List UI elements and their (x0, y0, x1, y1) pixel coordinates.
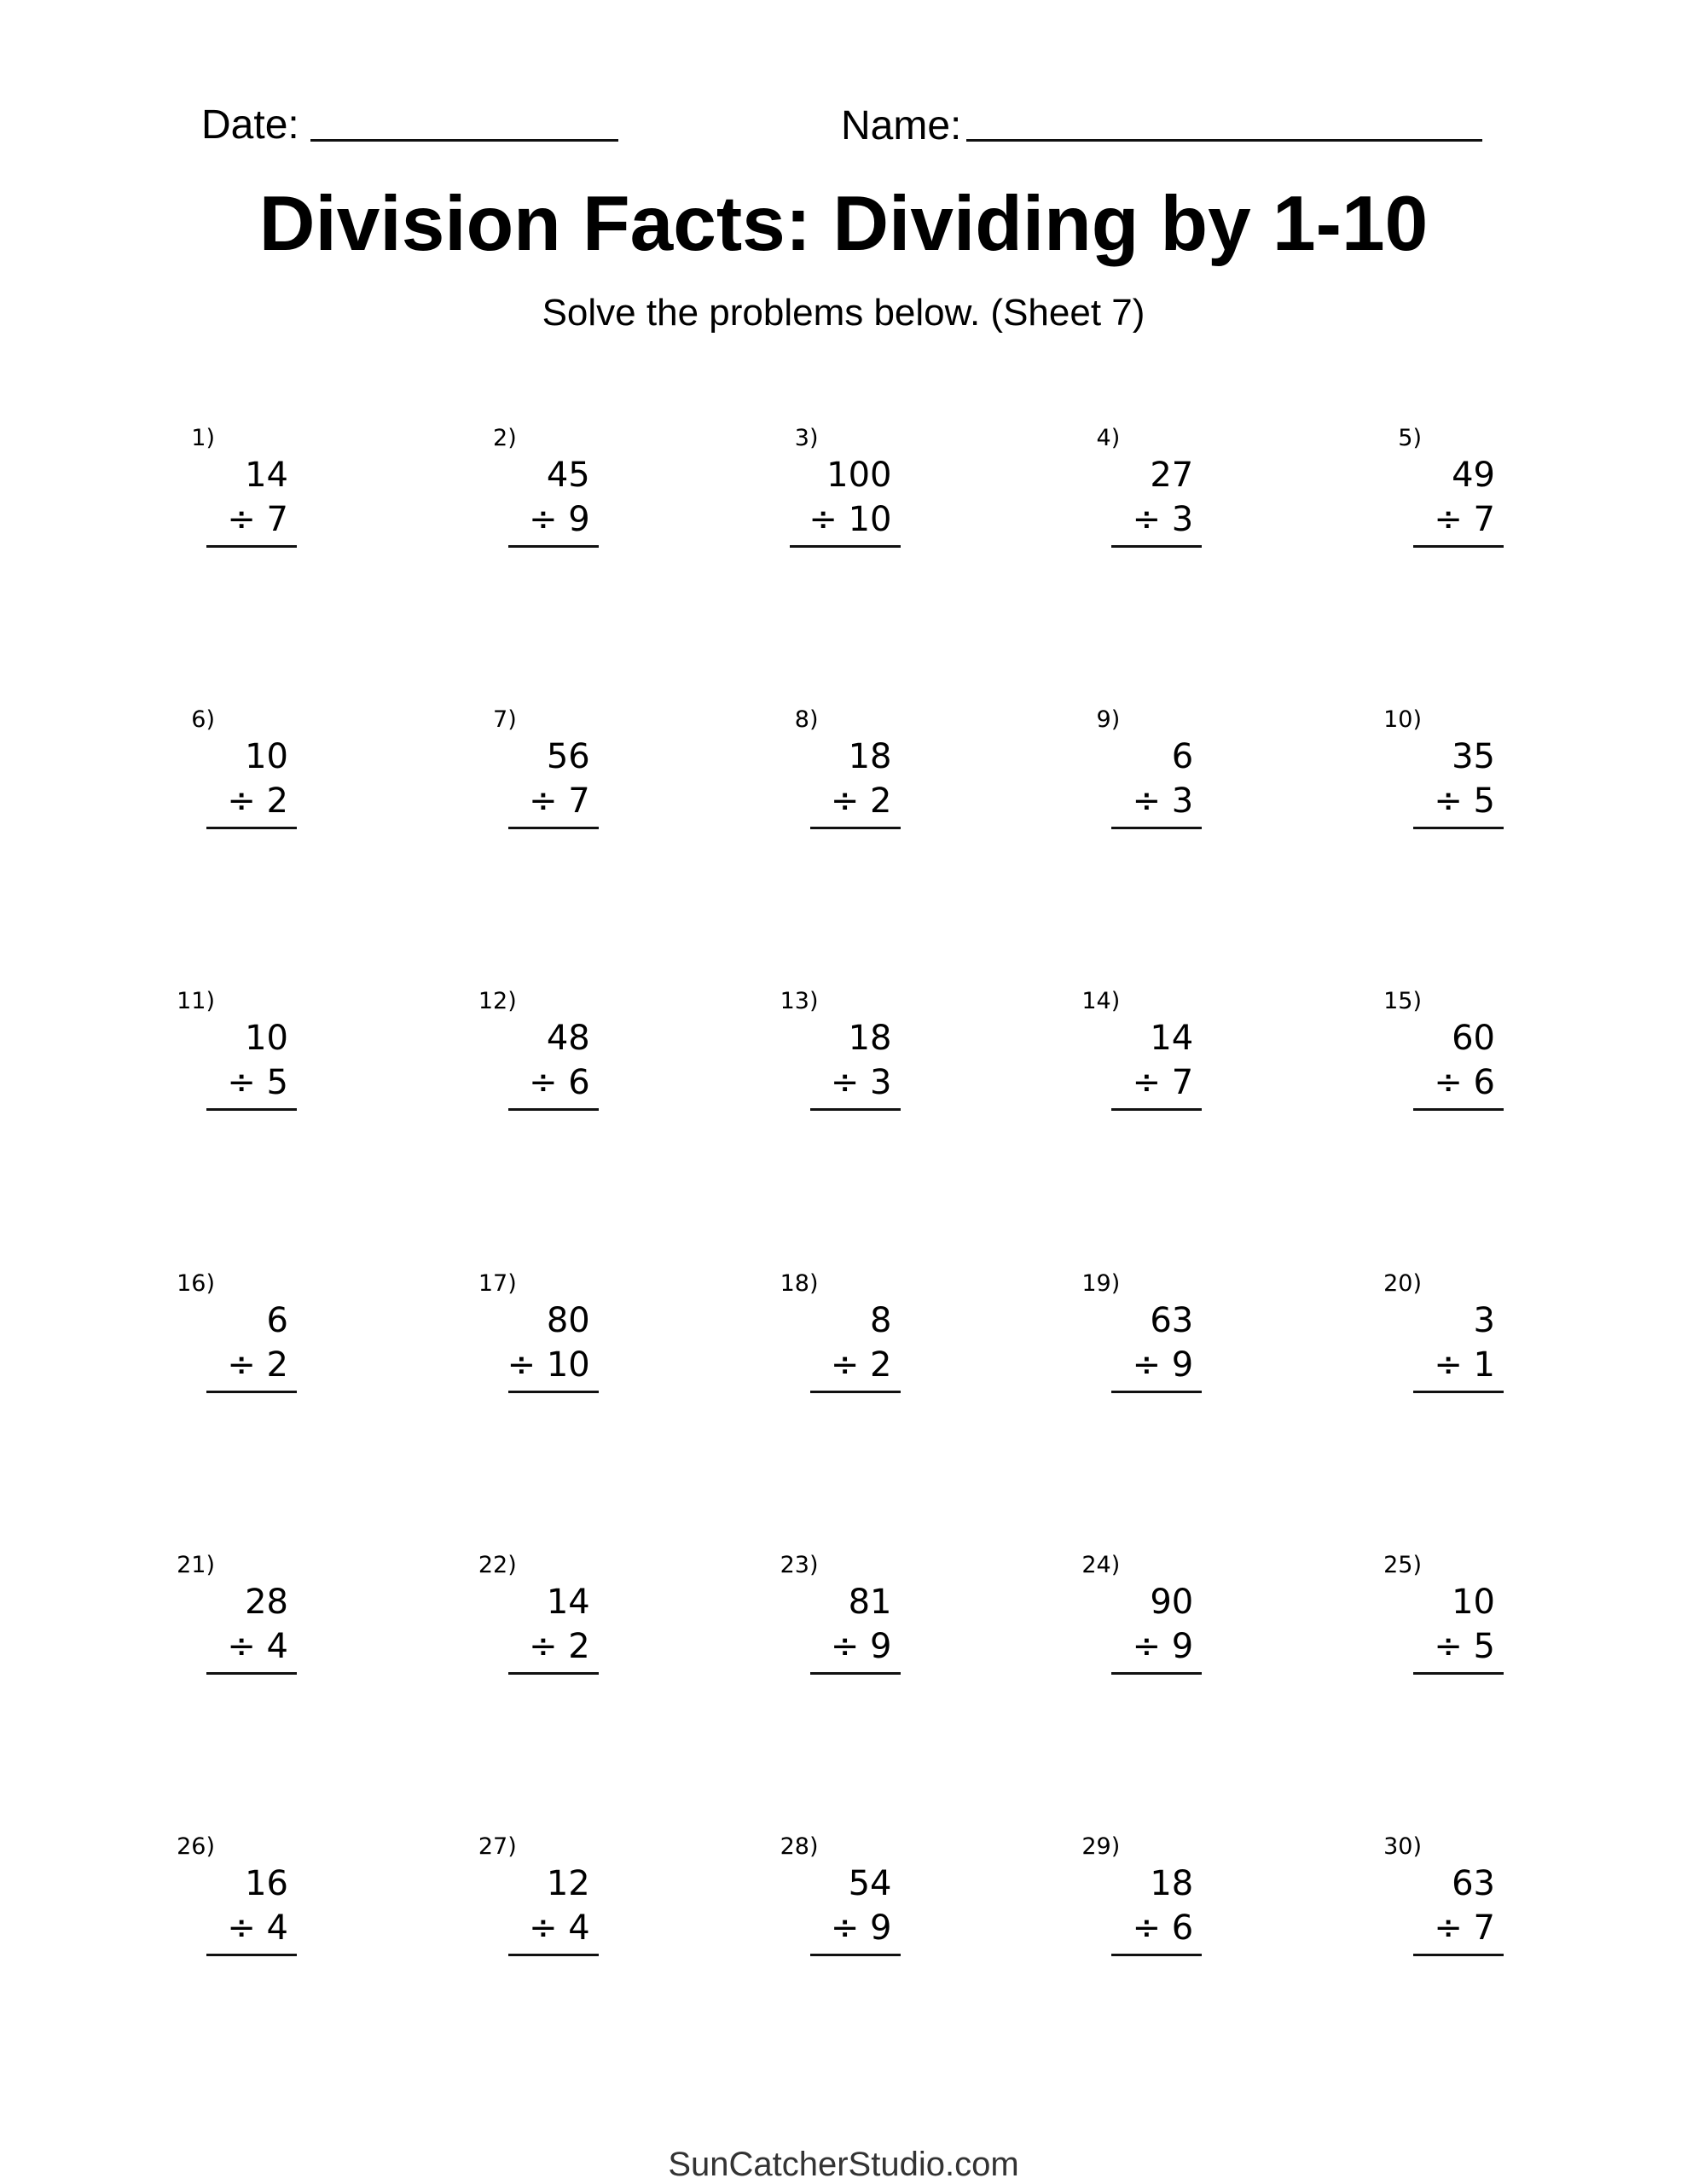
dividend: 8 (870, 1300, 892, 1340)
problem-number: 13) (780, 988, 819, 1015)
problem-item (997, 1551, 1202, 1690)
problem-number: 6) (191, 706, 215, 734)
dividend: 90 (1150, 1582, 1194, 1622)
problem-item (696, 1551, 901, 1690)
divisor: ÷ 7 (1132, 1063, 1194, 1103)
answer-line[interactable] (1413, 1954, 1504, 1956)
problem-item (1299, 708, 1504, 845)
dividend: 63 (1150, 1300, 1194, 1340)
problem-item (394, 1835, 599, 1972)
problem-number: 15) (1383, 988, 1422, 1015)
page-subtitle: Solve the problems below. (Sheet 7) (542, 292, 1145, 334)
answer-line[interactable] (1111, 827, 1202, 829)
divisor: ÷ 9 (830, 1908, 892, 1948)
problem-number: 29) (1081, 1833, 1121, 1860)
problem-item (997, 990, 1202, 1126)
problem-number: 14) (1081, 988, 1121, 1015)
dividend: 49 (1452, 456, 1495, 495)
dividend: 3 (1473, 1300, 1495, 1340)
problem-number: 21) (177, 1551, 215, 1578)
problem-number: 16) (177, 1269, 215, 1297)
problem-item (92, 708, 297, 845)
divisor: ÷ 4 (529, 1908, 590, 1948)
dividend: 16 (245, 1864, 288, 1903)
problem-number: 9) (1096, 706, 1121, 734)
problem-item (696, 1835, 901, 1972)
divisor: ÷ 7 (227, 500, 288, 539)
answer-line[interactable] (1111, 1954, 1202, 1956)
answer-line[interactable] (810, 1672, 901, 1675)
problem-item (1299, 990, 1504, 1126)
problem-item (696, 708, 901, 845)
problem-item (1299, 1835, 1504, 1972)
divisor: ÷ 5 (1434, 1626, 1495, 1666)
dividend: 80 (546, 1300, 590, 1340)
dividend: 100 (826, 456, 892, 495)
divisor: ÷ 9 (1132, 1626, 1194, 1666)
dividend: 18 (848, 737, 892, 777)
dividend: 6 (266, 1300, 288, 1340)
problem-item (92, 1269, 297, 1409)
divisor: ÷ 2 (529, 1626, 590, 1666)
problem-number: 26) (177, 1833, 215, 1860)
problem-number: 17) (478, 1269, 517, 1297)
footer-site-credit: SunCatcherStudio.com (668, 2146, 1019, 2183)
problem-item (997, 1835, 1202, 1972)
dividend: 14 (1150, 1019, 1194, 1059)
divisor: ÷ 3 (1132, 781, 1194, 822)
problem-item (997, 427, 1202, 563)
answer-line[interactable] (1413, 1672, 1504, 1675)
divisor: ÷ 5 (1434, 781, 1495, 822)
dividend: 54 (848, 1864, 892, 1903)
divisor: ÷ 7 (1434, 1908, 1495, 1948)
problem-item (92, 990, 297, 1126)
divisor: ÷ 6 (1132, 1908, 1194, 1948)
dividend: 48 (546, 1019, 590, 1059)
divisor: ÷ 5 (227, 1063, 288, 1103)
problem-item (696, 1269, 901, 1409)
answer-line[interactable] (508, 545, 599, 548)
problem-item (997, 1269, 1202, 1409)
answer-line[interactable] (508, 827, 599, 829)
divisor: ÷ 6 (1434, 1063, 1495, 1103)
divisor: ÷ 6 (529, 1063, 590, 1103)
dividend: 10 (245, 1019, 288, 1059)
answer-line[interactable] (1111, 1391, 1202, 1393)
problem-number: 8) (794, 706, 819, 734)
problem-item (696, 427, 901, 563)
problem-item (1299, 427, 1504, 563)
divisor: ÷ 2 (227, 781, 288, 822)
answer-line[interactable] (810, 1954, 901, 1956)
dividend: 6 (1171, 737, 1194, 777)
problem-item (394, 708, 599, 845)
divisor: ÷ 7 (529, 781, 590, 822)
dividend: 12 (546, 1864, 590, 1903)
answer-line[interactable] (810, 1391, 901, 1393)
dividend: 10 (1452, 1582, 1495, 1622)
dividend: 60 (1452, 1019, 1495, 1059)
problem-number: 5) (1398, 425, 1422, 451)
answer-line[interactable] (790, 545, 901, 548)
dividend: 28 (245, 1582, 288, 1622)
problem-number: 22) (478, 1551, 517, 1578)
answer-line[interactable] (206, 1108, 297, 1111)
problem-number: 28) (780, 1833, 819, 1860)
problem-item (997, 708, 1202, 845)
problem-number: 7) (493, 706, 517, 734)
problem-number: 25) (1383, 1551, 1422, 1578)
answer-line[interactable] (810, 1108, 901, 1111)
divisor: ÷ 3 (830, 1063, 892, 1103)
answer-line[interactable] (1111, 1108, 1202, 1111)
answer-line[interactable] (1413, 1108, 1504, 1111)
problem-number: 18) (780, 1269, 819, 1297)
dividend: 27 (1150, 456, 1194, 495)
dividend: 63 (1452, 1864, 1495, 1903)
dividend: 81 (848, 1582, 892, 1622)
divisor: ÷ 4 (227, 1908, 288, 1948)
dividend: 18 (1150, 1864, 1194, 1903)
answer-line[interactable] (206, 827, 297, 829)
divisor: ÷ 9 (830, 1626, 892, 1666)
problem-item (696, 990, 901, 1126)
problem-item (92, 1551, 297, 1690)
problem-item (394, 990, 599, 1126)
problem-number: 30) (1383, 1833, 1422, 1860)
answer-line[interactable] (508, 1954, 599, 1956)
answer-line[interactable] (1111, 1672, 1202, 1675)
answer-line[interactable] (206, 545, 297, 548)
problem-number: 10) (1383, 706, 1422, 734)
answer-line[interactable] (508, 1108, 599, 1111)
answer-line[interactable] (206, 1391, 297, 1393)
problem-item (1299, 1269, 1504, 1409)
problem-number: 12) (478, 988, 517, 1015)
dividend: 35 (1452, 737, 1495, 777)
dividend: 56 (546, 737, 590, 777)
date-label: Date: (201, 102, 299, 148)
problem-number: 2) (493, 425, 517, 451)
answer-line[interactable] (206, 1672, 297, 1675)
problem-item (92, 427, 297, 563)
divisor: ÷ 9 (529, 500, 590, 539)
dividend: 10 (245, 737, 288, 777)
answer-line[interactable] (1111, 545, 1202, 548)
problem-item (92, 1835, 297, 1972)
problem-number: 11) (177, 988, 215, 1015)
answer-line[interactable] (508, 1672, 599, 1675)
answer-line[interactable] (810, 827, 901, 829)
answer-line[interactable] (206, 1954, 297, 1956)
divisor: ÷ 2 (227, 1345, 288, 1385)
problem-number: 4) (1096, 425, 1121, 451)
name-label: Name: (841, 103, 962, 148)
divisor: ÷ 10 (507, 1345, 590, 1385)
problem-number: 1) (191, 425, 215, 451)
answer-line[interactable] (1413, 1391, 1504, 1393)
dividend: 14 (245, 456, 288, 495)
dividend: 45 (546, 456, 590, 495)
problem-item (394, 1269, 599, 1409)
divisor: ÷ 4 (227, 1626, 288, 1666)
divisor: ÷ 1 (1434, 1345, 1495, 1385)
divisor: ÷ 3 (1132, 500, 1194, 539)
problem-number: 20) (1383, 1269, 1422, 1297)
page-title: Division Facts: Dividing by 1-10 (258, 181, 1429, 267)
divisor: ÷ 9 (1132, 1345, 1194, 1385)
problem-number: 24) (1081, 1551, 1121, 1578)
dividend: 14 (546, 1582, 590, 1622)
answer-line[interactable] (508, 1391, 599, 1393)
problem-number: 23) (780, 1551, 819, 1578)
answer-line[interactable] (1413, 545, 1504, 548)
problem-number: 3) (794, 425, 819, 451)
divisor: ÷ 2 (830, 1345, 892, 1385)
problem-number: 19) (1081, 1269, 1121, 1297)
divisor: ÷ 7 (1434, 500, 1495, 539)
problem-item (394, 1551, 599, 1690)
problem-item (394, 427, 599, 563)
problem-item (1299, 1551, 1504, 1690)
problem-number: 27) (478, 1833, 517, 1860)
divisor: ÷ 2 (830, 781, 892, 822)
divisor: ÷ 10 (809, 500, 892, 539)
dividend: 18 (848, 1019, 892, 1059)
answer-line[interactable] (1413, 827, 1504, 829)
